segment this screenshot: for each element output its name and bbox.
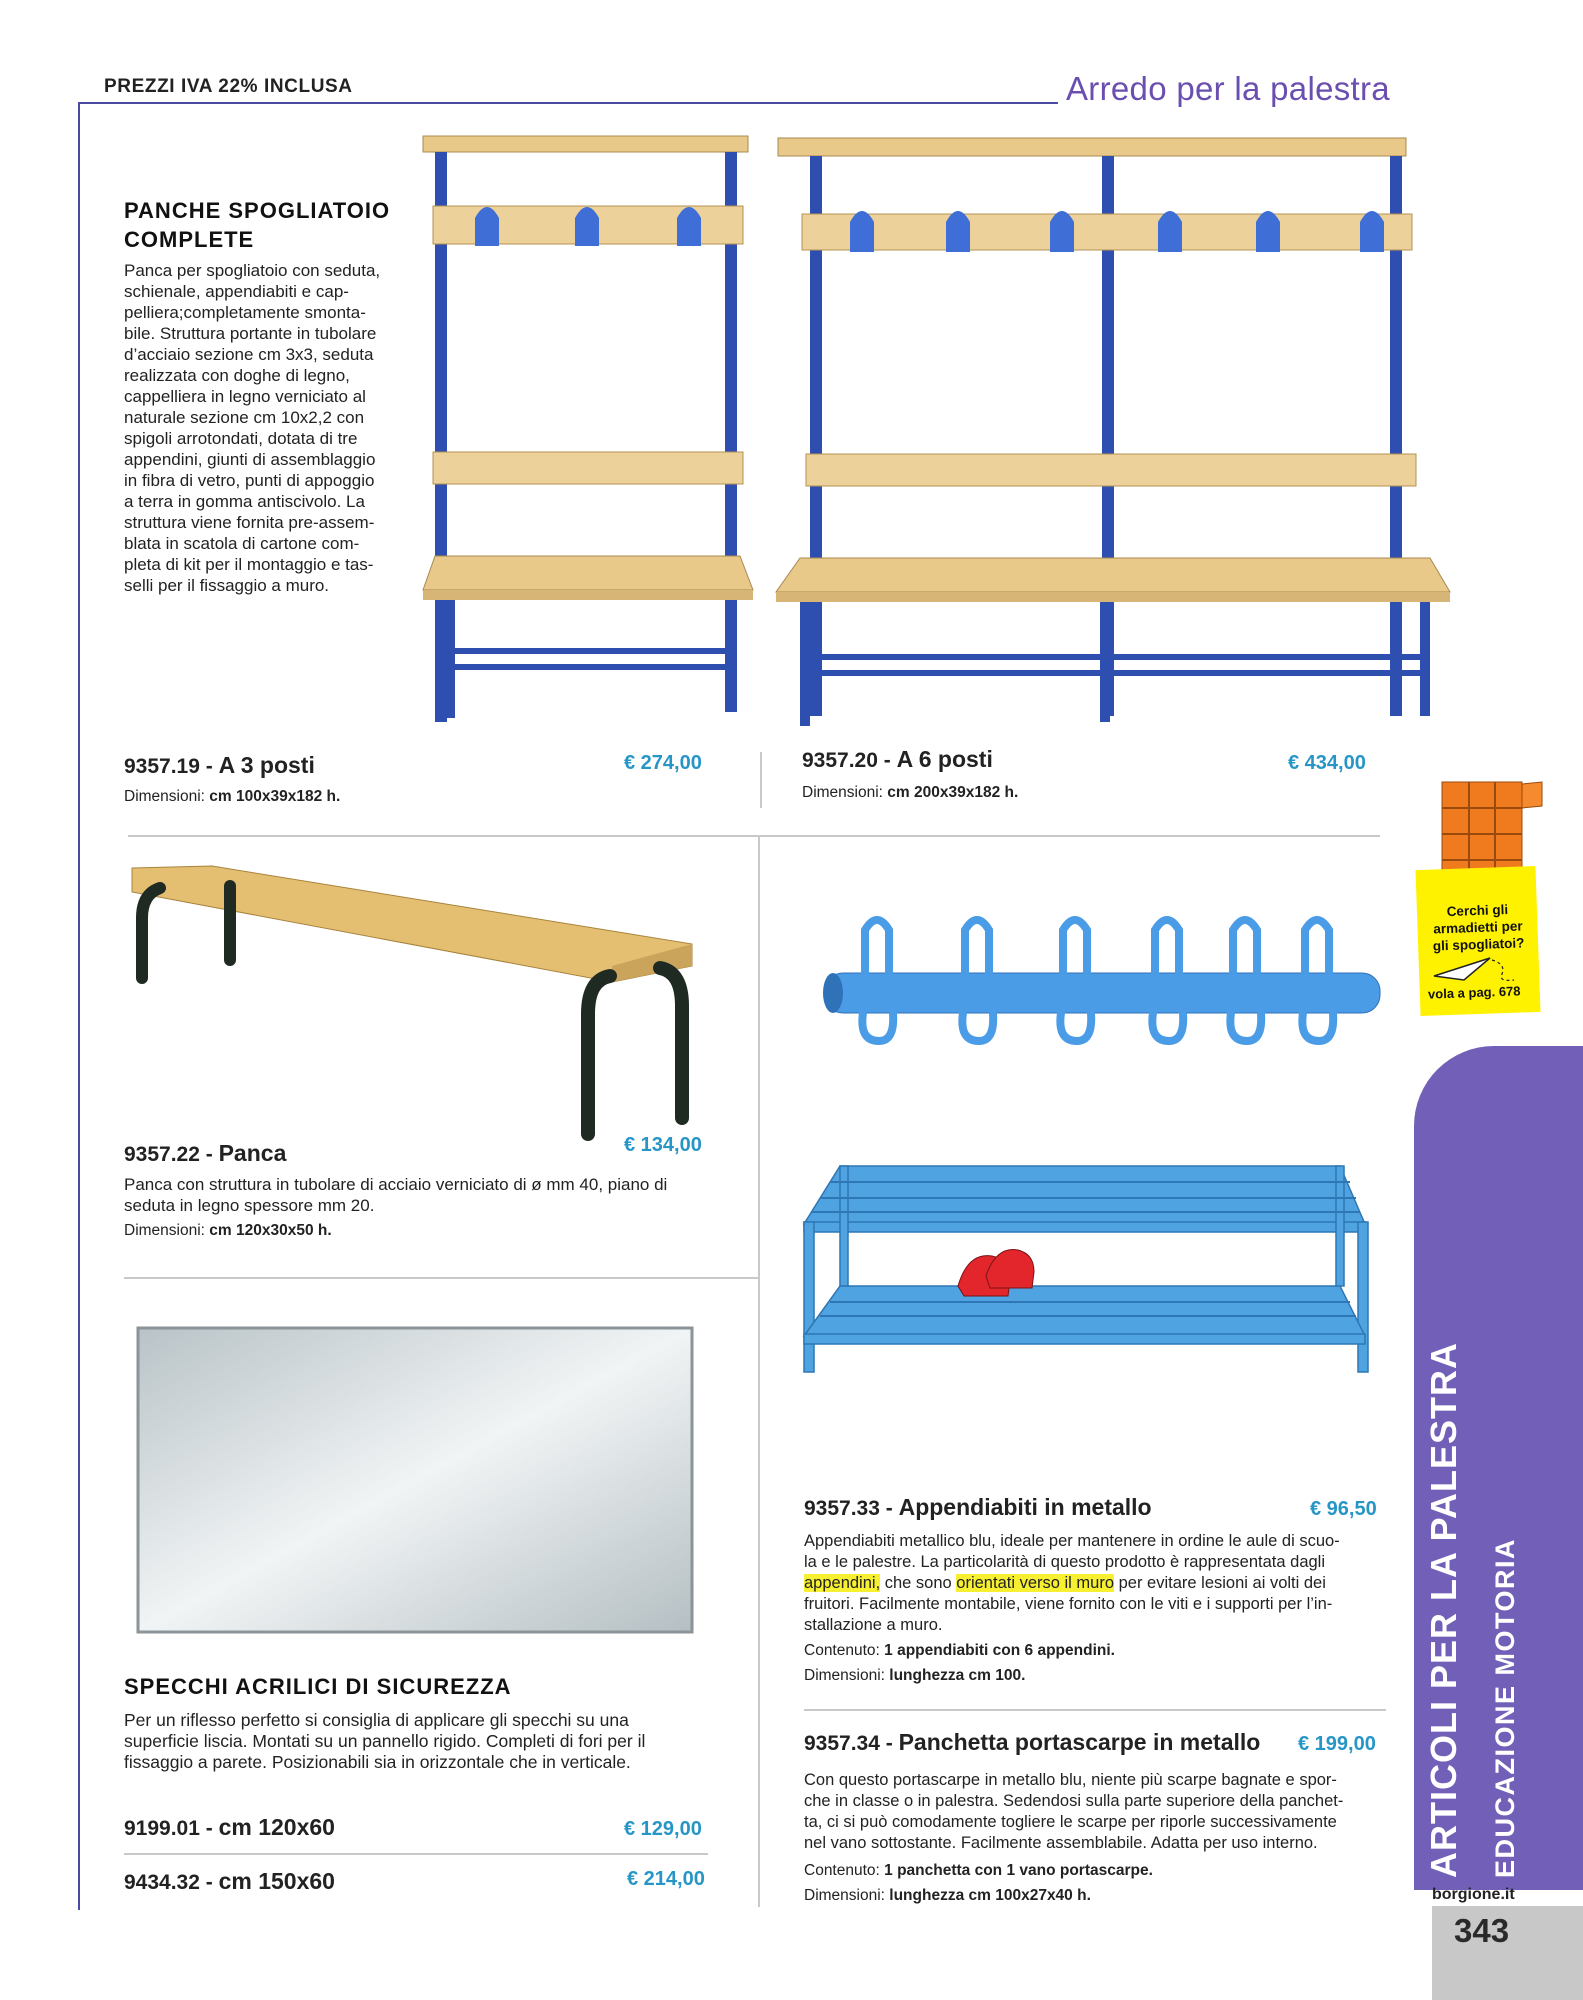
section-divider: [804, 1709, 1386, 1711]
benches-desc-line: realizzata con doghe di legno,: [124, 366, 350, 385]
product-name: Panchetta portascarpe in metallo: [898, 1729, 1261, 1755]
category-label: ARTICOLI PER LA PALESTRA: [1423, 1342, 1464, 1878]
benches-desc-line: Panca per spogliatoio con seduta,: [124, 261, 381, 280]
benches-desc-line: spigoli arrotondati, dotata di tre: [124, 429, 358, 448]
content-label: Contenuto:: [804, 1642, 885, 1659]
benches-desc-line: schienale, appendiabiti e cap-: [124, 282, 349, 301]
lockers-page-link[interactable]: vola a pag. 678: [1427, 983, 1521, 1002]
product-name: cm 150x60: [218, 1868, 335, 1894]
product-code: 9434.32: [124, 1871, 200, 1894]
shoe-bench-content: [804, 1862, 1153, 1880]
code-separator: -: [199, 1143, 219, 1166]
page-number: 343: [1454, 1912, 1510, 1949]
mirrors-description: [124, 1710, 754, 1773]
bench-3-seats-image: [415, 128, 770, 738]
highlighted-text: orientati verso il muro: [956, 1574, 1115, 1592]
benches-desc-line: cappelliera in legno verniciato al: [124, 387, 366, 406]
content-value: 1 appendiabiti con 6 appendini.: [884, 1642, 1115, 1659]
section-divider: [128, 835, 1380, 837]
subcategory-label: EDUCAZIONE MOTORIA: [1490, 1537, 1520, 1878]
lockers-promo-text: [1417, 900, 1539, 955]
dimensions-label: Dimensioni:: [124, 788, 210, 805]
product-9357-22-heading: [124, 1140, 286, 1167]
product-9434-32-heading: [124, 1868, 335, 1895]
dimensions-value: cm 200x39x182 h.: [887, 784, 1019, 801]
product-name: cm 120x60: [218, 1814, 335, 1840]
product-9357-19-dimensions: [124, 788, 340, 806]
panca-description: [124, 1174, 734, 1216]
product-code: 9357.34: [804, 1732, 880, 1755]
column-divider: [758, 837, 760, 1907]
product-9199-01-price: € 129,00: [624, 1818, 702, 1840]
product-9357-19-price: € 274,00: [624, 752, 702, 774]
product-name: A 3 posti: [218, 752, 315, 778]
column-divider: [760, 752, 762, 808]
content-value: 1 panchetta con 1 vano portascarpe.: [884, 1862, 1153, 1879]
row-divider: [124, 1853, 708, 1855]
code-separator: -: [877, 749, 897, 772]
dimensions-value: lunghezza cm 100x27x40 h.: [889, 1887, 1091, 1904]
coat-rack-desc-line: fruitori. Facilmente montabile, viene fornito con le viti e i supporti per l’in-: [804, 1595, 1333, 1613]
coat-rack-desc-line: [804, 1573, 1384, 1594]
bench-6-seats-image: [770, 130, 1460, 740]
coat-rack-desc-line: stallazione a muro.: [804, 1616, 943, 1634]
highlighted-text: appendini,: [804, 1574, 881, 1592]
benches-desc-line: blata in scatola di cartone com-: [124, 534, 360, 553]
mirrors-desc-line: fissaggio a parete. Posizionabili sia in orizzontale che in verticale.: [124, 1752, 631, 1772]
coat-rack-image: [815, 905, 1395, 1075]
code-separator: -: [199, 755, 219, 778]
product-code: 9199.01: [124, 1817, 200, 1840]
product-name: Panca: [218, 1140, 287, 1166]
mirror-image: [134, 1324, 696, 1636]
product-code: 9357.20: [802, 749, 878, 772]
product-code: 9357.33: [804, 1497, 880, 1520]
product-9357-19-heading: [124, 752, 315, 779]
code-separator: -: [199, 1817, 219, 1840]
benches-desc-line: d’acciaio sezione cm 3x3, seduta: [124, 345, 374, 364]
benches-desc-line: in fibra di vetro, punti di appoggio: [124, 471, 375, 490]
product-9357-22-price: € 134,00: [624, 1134, 702, 1156]
dimensions-value: lunghezza cm 100.: [889, 1667, 1026, 1684]
code-separator: -: [879, 1497, 899, 1520]
benches-title: [124, 196, 390, 254]
mirrors-title: SPECCHI ACRILICI DI SICUREZZA: [124, 1674, 512, 1699]
code-separator: -: [879, 1732, 899, 1755]
product-9357-20-price: € 434,00: [1288, 752, 1366, 774]
product-9357-22-dimensions: [124, 1222, 332, 1240]
shoe-bench-desc-line: che in classe o in palestra. Sedendosi sulla parte superiore della panchet-: [804, 1792, 1344, 1810]
product-name: Appendiabiti in metallo: [898, 1494, 1152, 1520]
promo-line: gli spogliatoi?: [1432, 935, 1525, 954]
benches-desc-line: struttura viene fornita pre-assem-: [124, 513, 375, 532]
section-title: Arredo per la palestra: [1066, 70, 1390, 107]
benches-desc-line: appendini, giunti di assemblaggio: [124, 450, 376, 469]
product-9357-34-heading: [804, 1729, 1260, 1756]
shoe-bench-desc-line: nel vano sottostante. Facilmente assemblabile. Adatta per uso interno.: [804, 1834, 1318, 1852]
benches-desc-line: naturale sezione cm 10x2,2 con: [124, 408, 365, 427]
vat-note: PREZZI IVA 22% INCLUSA: [104, 76, 353, 97]
shoe-bench-description: [804, 1770, 1384, 1854]
dimensions-value: cm 100x39x182 h.: [209, 788, 341, 805]
product-9199-01-heading: [124, 1814, 335, 1841]
promo-line: Cerchi gli: [1446, 901, 1509, 920]
shoe-bench-dimensions: [804, 1887, 1091, 1905]
coat-rack-description: [804, 1531, 1384, 1636]
dimensions-label: Dimensioni:: [804, 1887, 890, 1904]
panca-image: [80, 856, 730, 1156]
benches-title-line-1: PANCHE SPOGLIATOIO: [124, 198, 391, 223]
header-rule: [78, 102, 1058, 104]
paper-plane-icon: [1430, 952, 1520, 982]
dimensions-label: Dimensioni:: [804, 1667, 890, 1684]
coat-rack-content: [804, 1642, 1115, 1660]
benches-desc-line: a terra in gomma antiscivolo. La: [124, 492, 365, 511]
benches-desc-line: pelliera;completamente smonta-: [124, 303, 366, 322]
benches-desc-line: bile. Struttura portante in tubolare: [124, 324, 377, 343]
shoe-bench-desc-line: ta, ci si può comodamente togliere le scarpe per riporle successivamente: [804, 1813, 1337, 1831]
product-9357-34-price: € 199,00: [1298, 1733, 1376, 1755]
product-code: 9357.22: [124, 1143, 200, 1166]
mirrors-desc-line: superficie liscia. Montati su un pannello rigido. Completi di fori per il: [124, 1731, 646, 1751]
website-url[interactable]: borgione.it: [1432, 1886, 1515, 1903]
dimensions-value: cm 120x30x50 h.: [209, 1222, 332, 1239]
panca-desc-line: Panca con struttura in tubolare di acciaio verniciato di ø mm 40, piano di: [124, 1175, 668, 1194]
product-9357-20-dimensions: [802, 784, 1018, 802]
coat-rack-desc-line: Appendiabiti metallico blu, ideale per mantenere in ordine le aule di scuo-: [804, 1532, 1340, 1550]
product-name: A 6 posti: [896, 746, 993, 772]
benches-description: [124, 260, 414, 596]
coat-rack-desc-line: la e le palestre. La particolarità di questo prodotto è rappresentata dagli: [804, 1553, 1325, 1571]
promo-line: armadietti per: [1433, 918, 1523, 937]
section-divider: [124, 1277, 758, 1279]
product-9434-32-price: € 214,00: [627, 1868, 705, 1890]
dimensions-label: Dimensioni:: [124, 1222, 210, 1239]
content-label: Contenuto:: [804, 1862, 885, 1879]
mirrors-desc-line: Per un riflesso perfetto si consiglia di applicare gli specchi su una: [124, 1710, 629, 1730]
benches-title-line-2: COMPLETE: [124, 227, 255, 252]
product-9357-33-price: € 96,50: [1310, 1498, 1377, 1520]
desc-text: che sono: [880, 1574, 957, 1592]
shoe-bench-desc-line: Con questo portascarpe in metallo blu, niente più scarpe bagnate e spor-: [804, 1771, 1337, 1789]
shoe-bench-image: [790, 1160, 1390, 1390]
desc-text: per evitare lesioni ai volti dei: [1114, 1574, 1326, 1592]
product-9357-20-heading: [802, 746, 993, 773]
product-code: 9357.19: [124, 755, 200, 778]
panca-desc-line: seduta in legno spessore mm 20.: [124, 1196, 375, 1215]
coat-rack-dimensions: [804, 1667, 1025, 1685]
product-9357-33-heading: [804, 1494, 1152, 1521]
dimensions-label: Dimensioni:: [802, 784, 888, 801]
code-separator: -: [199, 1871, 219, 1894]
benches-desc-line: pleta di kit per il montaggio e tas-: [124, 555, 374, 574]
benches-desc-line: selli per il fissaggio a muro.: [124, 576, 330, 595]
